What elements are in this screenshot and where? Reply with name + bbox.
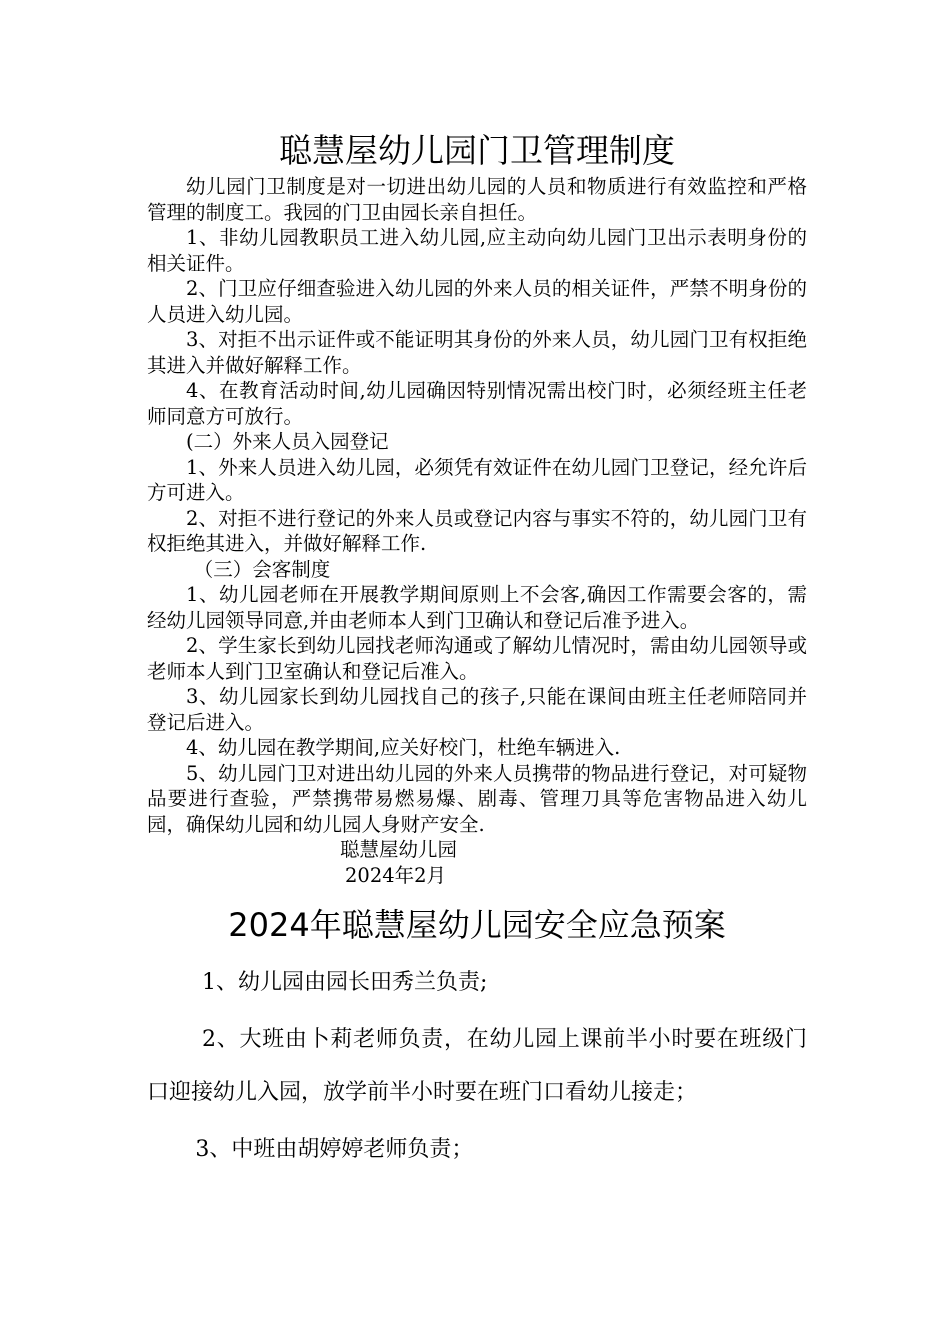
doc1-paragraph: 1、幼儿园老师在开展教学期间原则上不会客,确因工作需要会客的，需经幼儿园领导同意,并由老师本人到门卫确认和登记后准予进入。 <box>147 583 807 632</box>
doc1-paragraph: 2、学生家长到幼儿园找老师沟通或了解幼儿情况时，需由幼儿园领导或老师本人到门卫室确认和登记后准入。 <box>147 634 807 683</box>
doc1-paragraph: 2、门卫应仔细查验进入幼儿园的外来人员的相关证件，严禁不明身份的人员进入幼儿园。 <box>147 277 807 326</box>
doc2-paragraph: 3、中班由胡婷婷老师负责； <box>195 1137 474 1162</box>
doc1-paragraph: 1、外来人员进入幼儿园，必须凭有效证件在幼儿园门卫登记，经允许后方可进入。 <box>147 455 807 504</box>
doc1-paragraph: 幼儿园门卫制度是对一切进出幼儿园的人员和物质进行有效监控和严格管理的制度工。我园的门卫由园长亲自担任。 <box>147 175 807 224</box>
doc2-paragraph: 1、幼儿园由园长田秀兰负责; <box>202 970 488 995</box>
doc2-paragraph: 2、大班由卜莉老师负责，在幼儿园上课前半小时要在班级门口迎接幼儿入园，放学前半小时要在班门口看幼儿接走； <box>147 1027 807 1105</box>
doc2-body <box>147 956 807 1176</box>
document-page <box>147 128 807 1176</box>
doc1-subheading: (二）外来人员入园登记 <box>186 430 389 453</box>
doc1-paragraph: 1、非幼儿园教职员工进入幼儿园,应主动向幼儿园门卫出示表明身份的相关证件。 <box>147 226 807 275</box>
doc1-paragraph: 3、幼儿园家长到幼儿园找自己的孩子,只能在课间由班主任老师陪同并登记后进入。 <box>147 685 807 734</box>
doc2-title: 2024年聪慧屋幼儿园安全应急预案 <box>228 906 726 944</box>
doc1-paragraph: 2、对拒不进行登记的外来人员或登记内容与事实不符的，幼儿园门卫有权拒绝其进入，并做好解释工作. <box>147 506 807 555</box>
doc1-subheading: （三）会客制度 <box>193 557 331 581</box>
doc1-date: 2024年2月 <box>345 863 447 887</box>
doc1-paragraph: 3、对拒不出示证件或不能证明其身份的外来人员，幼儿园门卫有权拒绝其进入并做好解释工作。 <box>147 328 807 377</box>
doc1-signature: 聪慧屋幼儿园 <box>340 838 458 861</box>
doc1-paragraph: 5、幼儿园门卫对进出幼儿园的外来人员携带的物品进行登记，对可疑物品要进行查验，严禁携带易燃易爆、剧毒、管理刀具等危害物品进入幼儿园，确保幼儿园和幼儿园人身财产安全. <box>147 761 807 836</box>
doc1-body <box>147 174 807 837</box>
doc1-paragraph: 4、在教育活动时间,幼儿园确因特别情况需出校门时，必须经班主任老师同意方可放行。 <box>147 379 807 428</box>
doc1-paragraph: 4、幼儿园在教学期间,应关好校门，杜绝车辆进入. <box>186 736 621 759</box>
doc1-title: 聪慧屋幼儿园门卫管理制度 <box>279 131 675 170</box>
